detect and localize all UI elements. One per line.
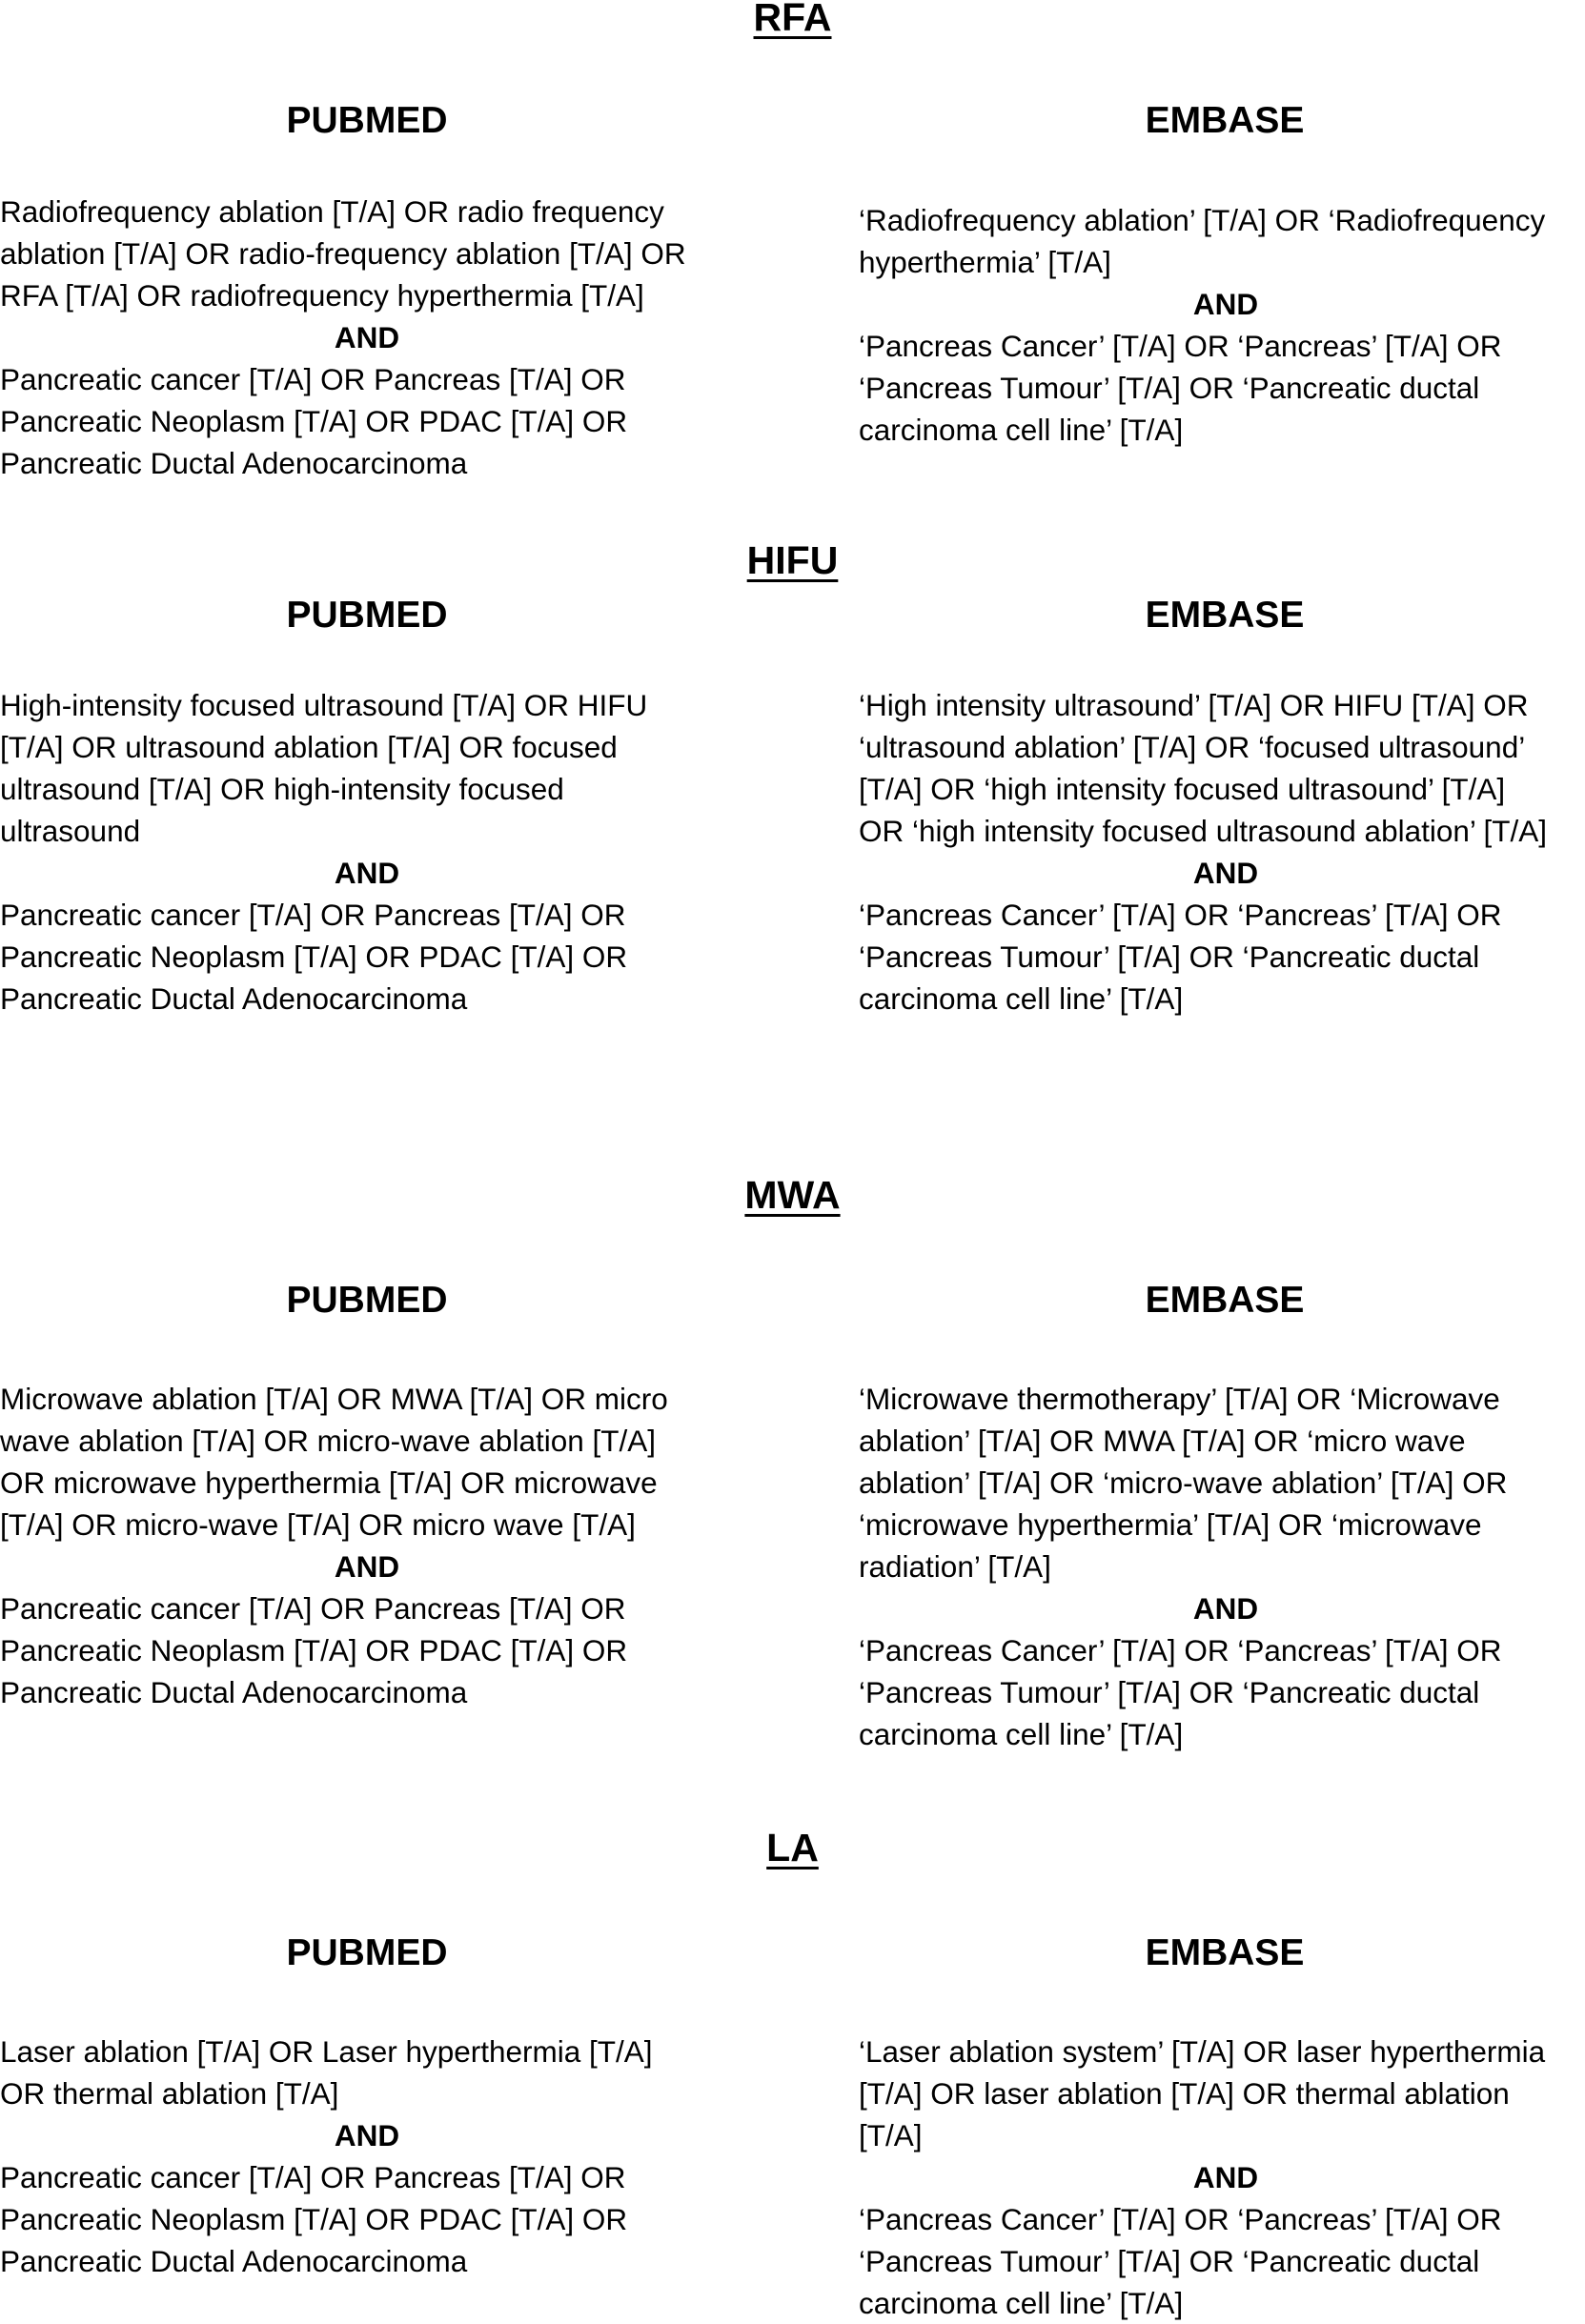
query-line: ‘High intensity ultrasound’ [T/A] OR HIFU [T/A] OR [859, 688, 1529, 722]
and-operator: AND [1192, 2160, 1259, 2194]
section-title-rfa: RFA [753, 0, 832, 39]
embase-query [859, 199, 1585, 451]
query-line: carcinoma cell line’ [T/A] [859, 2286, 1184, 2320]
query-line: Pancreatic Neoplasm [T/A] OR PDAC [T/A] OR [0, 2202, 628, 2236]
pubmed-heading: PUBMED [286, 595, 448, 636]
query-line: ‘Pancreas Tumour’ [T/A] OR ‘Pancreatic ductal [859, 2244, 1480, 2278]
embase-heading: EMBASE [1145, 1932, 1305, 1973]
embase-heading: EMBASE [1145, 100, 1305, 141]
and-operator: AND [1192, 1591, 1259, 1626]
and-operator: AND [334, 1549, 400, 1584]
pubmed-heading: PUBMED [286, 1932, 448, 1973]
and-operator: AND [1192, 287, 1259, 321]
and-operator: AND [1192, 856, 1259, 890]
query-line: OR ‘high intensity focused ultrasound ablation’ [T/A] [859, 814, 1547, 848]
query-line: ‘microwave hyperthermia’ [T/A] OR ‘microwave [859, 1507, 1482, 1542]
query-line: carcinoma cell line’ [T/A] [859, 413, 1184, 447]
query-line: OR microwave hyperthermia [T/A] OR microwave [0, 1465, 658, 1500]
pubmed-heading: PUBMED [286, 1280, 448, 1321]
query-line: ‘Pancreas Tumour’ [T/A] OR ‘Pancreatic ductal [859, 371, 1480, 405]
query-line: ‘Pancreas Cancer’ [T/A] OR ‘Pancreas’ [T/A] OR [859, 2202, 1502, 2236]
query-line: Pancreatic Neoplasm [T/A] OR PDAC [T/A] OR [0, 1633, 628, 1667]
query-line: Pancreatic Ductal Adenocarcinoma [0, 1675, 468, 1709]
query-line: OR thermal ablation [T/A] [0, 2076, 339, 2111]
query-line: ablation’ [T/A] OR MWA [T/A] OR ‘micro wave [859, 1424, 1466, 1458]
query-line: Pancreatic cancer [T/A] OR Pancreas [T/A] OR [0, 2160, 626, 2194]
query-line: radiation’ [T/A] [859, 1549, 1051, 1584]
query-line: Pancreatic Ductal Adenocarcinoma [0, 981, 468, 1016]
query-line: Pancreatic cancer [T/A] OR Pancreas [T/A] OR [0, 362, 626, 396]
query-line: carcinoma cell line’ [T/A] [859, 1717, 1184, 1751]
and-operator: AND [334, 320, 400, 354]
query-line: ‘Pancreas Cancer’ [T/A] OR ‘Pancreas’ [T/A] OR [859, 898, 1502, 932]
query-line: ultrasound [T/A] OR high-intensity focused [0, 772, 564, 806]
query-line: [T/A] OR micro-wave [T/A] OR micro wave [T/A] [0, 1507, 636, 1542]
query-line: Pancreatic Neoplasm [T/A] OR PDAC [T/A] OR [0, 404, 628, 438]
section-title-mwa: MWA [744, 1173, 841, 1217]
query-line: [T/A] OR ‘high intensity focused ultrasound’ [T/A] [859, 772, 1506, 806]
query-line: ‘Radiofrequency ablation’ [T/A] OR ‘Radiofrequency [859, 203, 1546, 237]
pubmed-query [0, 684, 734, 1020]
query-line: Pancreatic Neoplasm [T/A] OR PDAC [T/A] OR [0, 940, 628, 974]
and-operator: AND [334, 2118, 400, 2152]
query-line: Pancreatic Ductal Adenocarcinoma [0, 2244, 468, 2278]
embase-heading: EMBASE [1145, 1280, 1305, 1321]
query-line: ‘Laser ablation system’ [T/A] OR laser hyperthermia [859, 2034, 1546, 2069]
query-line: ‘Pancreas Cancer’ [T/A] OR ‘Pancreas’ [T/A] OR [859, 1633, 1502, 1667]
query-line: Pancreatic cancer [T/A] OR Pancreas [T/A] OR [0, 898, 626, 932]
query-line: ‘Pancreas Tumour’ [T/A] OR ‘Pancreatic ductal [859, 1675, 1480, 1709]
embase-query [859, 2031, 1585, 2324]
pubmed-query [0, 2031, 734, 2282]
query-line: High-intensity focused ultrasound [T/A] OR HIFU [0, 688, 648, 722]
pubmed-heading: PUBMED [286, 100, 448, 141]
query-line: ‘Pancreas Cancer’ [T/A] OR ‘Pancreas’ [T/A] OR [859, 329, 1502, 363]
query-line: ablation’ [T/A] OR ‘micro-wave ablation’ [T/A] OR [859, 1465, 1508, 1500]
query-line: ‘ultrasound ablation’ [T/A] OR ‘focused ultrasound’ [859, 730, 1526, 764]
query-line: Pancreatic cancer [T/A] OR Pancreas [T/A] OR [0, 1591, 626, 1626]
embase-query [859, 1378, 1585, 1755]
query-line: ultrasound [0, 814, 141, 848]
query-line: carcinoma cell line’ [T/A] [859, 981, 1184, 1016]
query-line: Laser ablation [T/A] OR Laser hyperthermia [T/A] [0, 2034, 653, 2069]
embase-query [859, 684, 1585, 1020]
query-line: ablation [T/A] OR radio-frequency ablation [T/A] OR [0, 236, 686, 271]
pubmed-query [0, 191, 734, 484]
query-line: Pancreatic Ductal Adenocarcinoma [0, 446, 468, 480]
embase-heading: EMBASE [1145, 595, 1305, 636]
query-line: [T/A] [859, 2118, 923, 2152]
query-line: hyperthermia’ [T/A] [859, 245, 1111, 279]
query-line: RFA [T/A] OR radiofrequency hyperthermia [T/A] [0, 278, 644, 313]
pubmed-query [0, 1378, 734, 1713]
query-line: Microwave ablation [T/A] OR MWA [T/A] OR micro [0, 1382, 668, 1416]
query-line: [T/A] OR laser ablation [T/A] OR thermal ablation [859, 2076, 1510, 2111]
query-line: wave ablation [T/A] OR micro-wave ablation [T/A] [0, 1424, 657, 1458]
section-title-hifu: HIFU [746, 538, 839, 582]
query-line: ‘Microwave thermotherapy’ [T/A] OR ‘Microwave [859, 1382, 1500, 1416]
and-operator: AND [334, 856, 400, 890]
query-line: ‘Pancreas Tumour’ [T/A] OR ‘Pancreatic ductal [859, 940, 1480, 974]
query-line: [T/A] OR ultrasound ablation [T/A] OR focused [0, 730, 618, 764]
query-line: Radiofrequency ablation [T/A] OR radio frequency [0, 194, 664, 229]
section-title-la: LA [766, 1826, 819, 1869]
